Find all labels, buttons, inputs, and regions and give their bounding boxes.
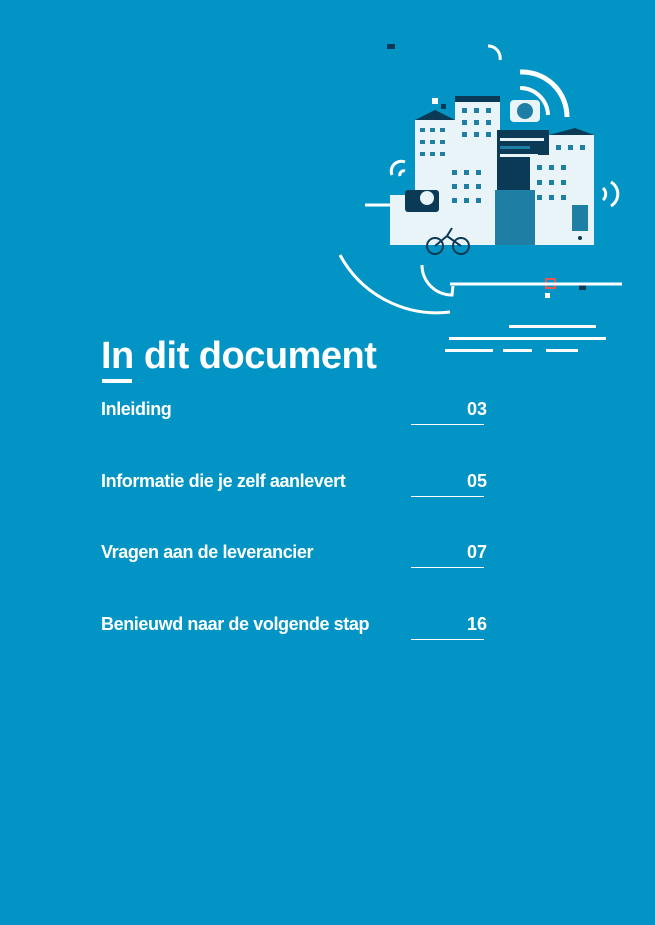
buildings [390,96,594,245]
toc-rule [411,496,484,497]
toc-page-number: 03 [466,399,487,419]
toc-rule [411,567,484,568]
toc-item-volgende-stap[interactable] [101,611,491,641]
toc-label: Vragen aan de leverancier [101,542,314,562]
title-underline [102,379,132,383]
toc-page-number: 07 [466,542,487,562]
toc-page-number: 16 [466,614,487,634]
toc-label: Informatie die je zelf aanlevert [101,471,346,491]
smart-city-illustration [0,0,655,360]
toc-rule [411,424,484,425]
page-title: In dit document [101,335,377,377]
decorative-arc [340,255,450,313]
toc-page-number: 05 [466,471,487,491]
toc-label: Benieuwd naar de volgende stap [101,614,370,634]
toc-rule [411,639,484,640]
toc-item-vragen[interactable] [101,539,491,569]
toc-item-inleiding[interactable] [101,396,491,426]
toc-item-informatie[interactable] [101,468,491,498]
toc-label: Inleiding [101,399,172,419]
